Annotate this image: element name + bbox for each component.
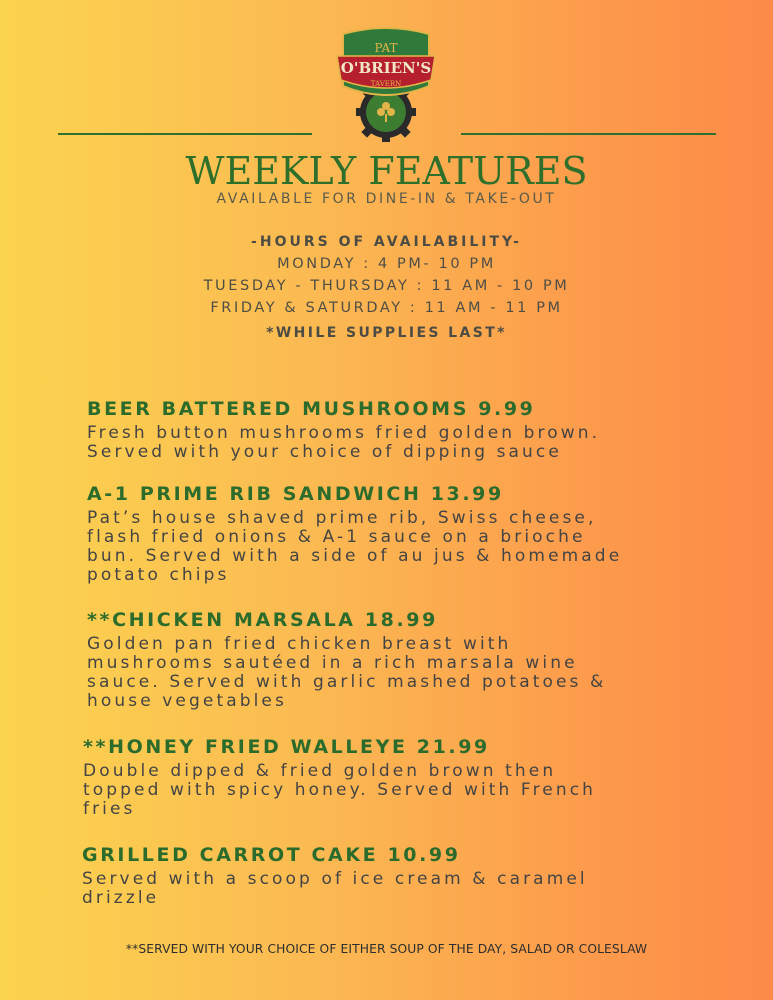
- divider-left: [58, 133, 312, 135]
- menu-item-desc-line: Double dipped & fried golden brown then: [83, 761, 557, 781]
- hours-line-tue-thu: TUESDAY - THURSDAY : 11 AM - 10 PM: [203, 278, 570, 294]
- menu-item-desc-line: bun. Served with a side of au jus & homemade: [87, 546, 623, 566]
- page-subtitle: AVAILABLE FOR DINE-IN & TAKE-OUT: [216, 191, 557, 207]
- page-title: WEEKLY FEATURES: [185, 149, 588, 193]
- menu-item-desc-line: Golden pan fried chicken breast with: [87, 634, 512, 654]
- hours-line-monday: MONDAY : 4 PM- 10 PM: [277, 256, 496, 272]
- menu-item-desc-line: topped with spicy honey. Served with French: [83, 780, 597, 800]
- menu-item-name: **CHICKEN MARSALA 18.99: [87, 609, 438, 631]
- menu-item: [87, 607, 606, 711]
- menu-item-desc-line: drizzle: [82, 888, 160, 908]
- menu-item-desc-line: house vegetables: [87, 691, 287, 711]
- logo-text-obriens: O'BRIEN'S: [340, 59, 432, 77]
- menu-item-desc-line: flash fried onions & A-1 sauce on a brioche: [87, 527, 586, 547]
- menu-item-desc-line: Served with a scoop of ice cream & caramel: [82, 869, 588, 889]
- menu-item-desc-line: sauce. Served with garlic mashed potatoes &: [87, 672, 607, 692]
- menu-item-desc-line: potato chips: [87, 565, 230, 585]
- supplies-note: *WHILE SUPPLIES LAST*: [266, 325, 507, 341]
- menu-item-name: GRILLED CARROT CAKE 10.99: [82, 844, 461, 866]
- menu-item-desc-line: Pat’s house shaved prime rib, Swiss cheese,: [87, 508, 597, 528]
- menu-item-desc-line: Fresh button mushrooms fried golden brown.: [87, 423, 601, 443]
- menu-item: [82, 842, 588, 908]
- menu-item-name: **HONEY FRIED WALLEYE 21.99: [83, 736, 490, 758]
- logo-text-tavern: TAVERN: [370, 80, 402, 88]
- hours-line-fri-sat: FRIDAY & SATURDAY : 11 AM - 11 PM: [210, 300, 563, 316]
- menu-item: [83, 734, 596, 819]
- hours-heading: -HOURS OF AVAILABILITY-: [251, 234, 522, 250]
- menu-item-desc-line: mushrooms sautéed in a rich marsala wine: [87, 653, 578, 673]
- menu-item: [87, 481, 622, 585]
- menu-item-name: A-1 PRIME RIB SANDWICH 13.99: [87, 483, 504, 505]
- menu-item-desc-line: fries: [83, 799, 136, 819]
- logo-text-pat: PAT: [374, 41, 398, 55]
- footnote: **SERVED WITH YOUR CHOICE OF EITHER SOUP OF THE DAY, SALAD OR COLESLAW: [125, 942, 648, 956]
- pat-obriens-tavern-logo: [333, 26, 439, 144]
- divider-right: [461, 133, 716, 135]
- menu-item: [87, 396, 600, 462]
- menu-item-name: BEER BATTERED MUSHROOMS 9.99: [87, 398, 536, 420]
- menu-item-desc-line: Served with your choice of dipping sauce: [87, 442, 562, 462]
